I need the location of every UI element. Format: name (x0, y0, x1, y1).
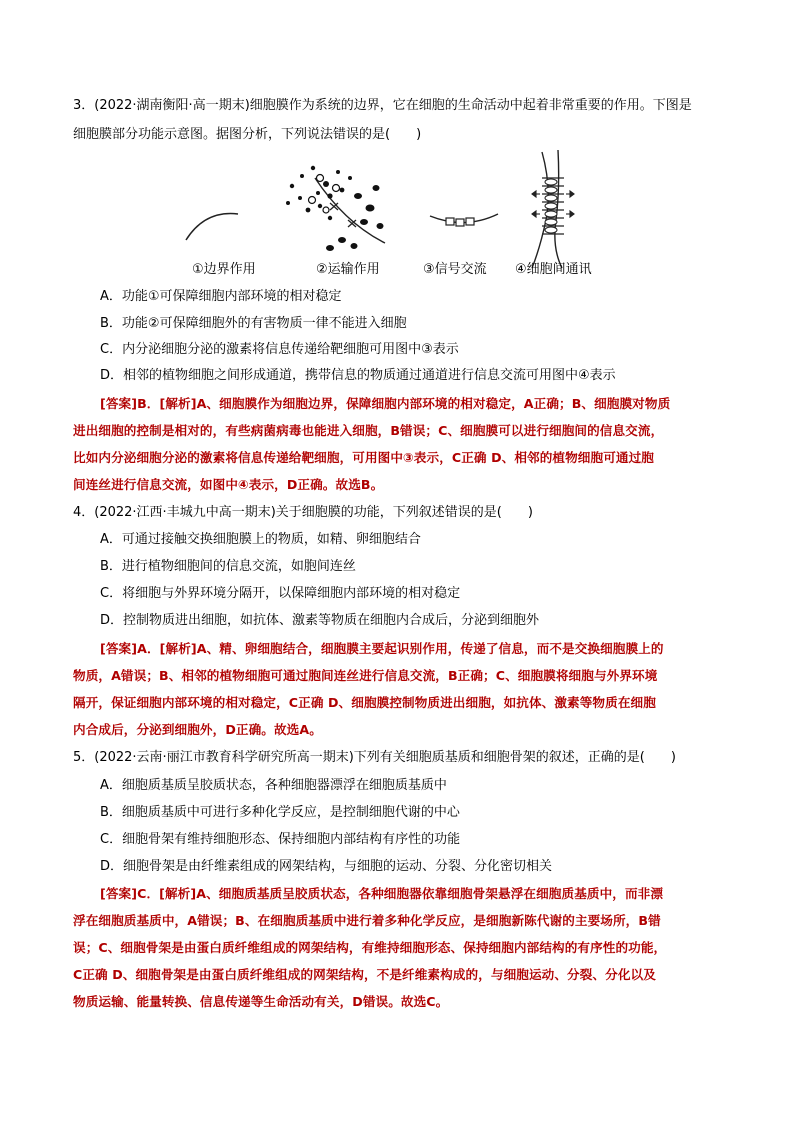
q5-stem: 5．(2022·云南·丽江市教育科学研究所高一期末)下列有关细胞质基质和细胞骨架的叙述，正确的是( ) (73, 750, 676, 765)
figure-label-3: ③信号交流 (423, 262, 487, 277)
q3-option-c: C．内分泌细胞分泌的激素将信息传递给靶细胞可用图中③表示 (100, 342, 459, 357)
q5-answer-line2: 浮在细胞质基质中，A错误；B、在细胞质基质中进行着多种化学反应，是细胞新陈代谢的主要场所，B错 (73, 913, 661, 928)
q5-answer-line3: 误；C、细胞骨架是由蛋白质纤维组成的网架结构，有维持细胞形态、保持细胞内部结构的有序性的功能， (73, 940, 667, 955)
figure-label-2: ②运输作用 (316, 262, 380, 277)
figure-label-1: ①边界作用 (192, 262, 256, 277)
q4-answer-line4: 内合成后，分泌到细胞外，D正确。故选A。 (73, 722, 322, 737)
q5-option-b: B．细胞质基质中可进行多种化学反应，是控制细胞代谢的中心 (100, 805, 460, 820)
q3-option-d: D．相邻的植物细胞之间形成通道，携带信息的物质通过通道进行信息交流可用图中④表示 (100, 368, 616, 383)
q4-stem: 4．(2022·江西·丰城九中高一期末)关于细胞膜的功能，下列叙述错误的是( ) (73, 505, 533, 520)
q4-answer-line3: 隔开，保证细胞内部环境的相对稳定，C正确 D、细胞膜控制物质进出细胞，如抗体、激素等物质在细胞 (73, 695, 656, 710)
q4-answer-line1: [答案]A．[解析]A、精、卵细胞结合，细胞膜主要起识别作用，传递了信息，而不是交换细胞膜上的 (100, 641, 664, 656)
q5-option-d: D．细胞骨架是由纤维素组成的网架结构，与细胞的运动、分裂、分化密切相关 (100, 859, 553, 874)
q4-option-a: A．可通过接触交换细胞膜上的物质，如精、卵细胞结合 (100, 532, 421, 547)
transport-diagram (286, 166, 385, 251)
q5-answer-line1: [答案]C．[解析]A、细胞质基质呈胶质状态，各种细胞器依靠细胞骨架悬浮在细胞质基质中，而非漂 (100, 886, 664, 901)
boundary-arc (186, 214, 238, 240)
q4-option-c: C．将细胞与外界环境分隔开，以保障细胞内部环境的相对稳定 (100, 586, 461, 601)
q4-option-b: B．进行植物细胞间的信息交流，如胞间连丝 (100, 559, 356, 574)
q5-option-a: A．细胞质基质呈胶质状态，各种细胞器漂浮在细胞质基质中 (100, 778, 447, 793)
q3-stem-line2: 细胞膜部分功能示意图。据图分析，下列说法错误的是( ) (73, 127, 422, 142)
figure-label-4: ④细胞间通讯 (515, 262, 592, 277)
q3-answer-line4: 间连丝进行信息交流，如图中④表示，D正确。故选B。 (73, 477, 384, 492)
q3-answer-line1: [答案]B．[解析]A、细胞膜作为细胞边界，保障细胞内部环境的相对稳定，A正确；B、细胞膜对物质 (100, 396, 671, 411)
q3-answer-line3: 比如内分泌细胞分泌的激素将信息传递给靶细胞，可用图中③表示，C正确 D、相邻的植物细胞可通过胞 (73, 450, 654, 465)
signal-exchange-diagram (430, 214, 498, 226)
q4-option-d: D．控制物质进出细胞，如抗体、激素等物质在细胞内合成后，分泌到细胞外 (100, 613, 540, 628)
q3-stem-line1: 3．(2022·湖南衡阳·高一期末)细胞膜作为系统的边界，它在细胞的生命活动中起着非常重要的作用。下图是 (73, 98, 692, 113)
q4-answer-line2: 物质，A错误；B、相邻的植物细胞可通过胞间连丝进行信息交流，B正确；C、细胞膜将细胞与外界环境 (73, 668, 658, 683)
intercellular-channel-diagram (532, 150, 574, 268)
q3-option-a: A．功能①可保障细胞内部环境的相对稳定 (100, 289, 342, 304)
q5-answer-line5: 物质运输、能量转换、信息传递等生命活动有关，D错误。故选C。 (73, 994, 449, 1009)
q3-option-b: B．功能②可保障细胞外的有害物质一律不能进入细胞 (100, 316, 407, 331)
q5-answer-line4: C正确 D、细胞骨架是由蛋白质纤维组成的网架结构，不是纤维素构成的，与细胞运动、分裂、分化以及 (73, 967, 656, 982)
q3-answer-line2: 进出细胞的控制是相对的，有些病菌病毒也能进入细胞，B错误；C、细胞膜可以进行细胞间的信息交流， (73, 423, 664, 438)
q5-option-c: C．细胞骨架有维持细胞形态、保持细胞内部结构有序性的功能 (100, 832, 461, 847)
